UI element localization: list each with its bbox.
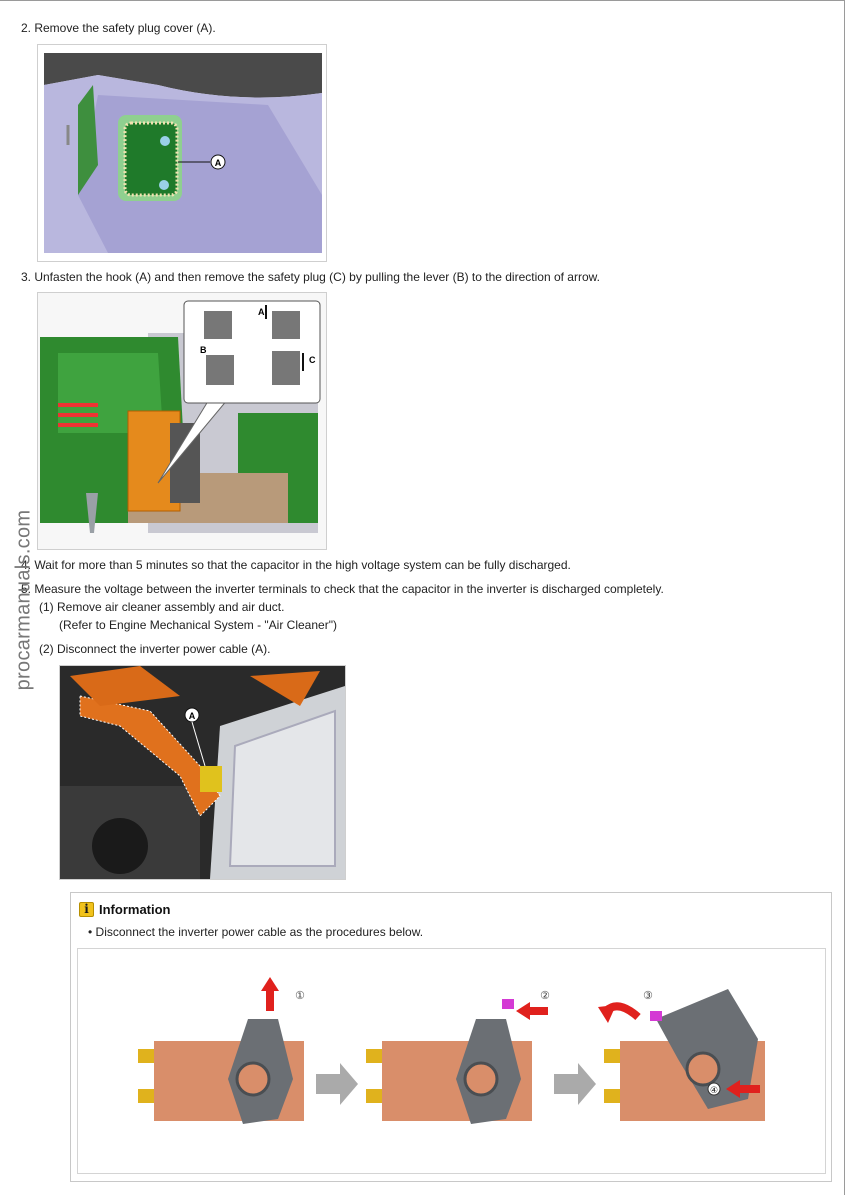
watermark: procarmanuals.com xyxy=(12,509,35,691)
figure-safety-plug-removal xyxy=(37,292,327,550)
information-header xyxy=(79,902,171,917)
information-title: Information xyxy=(99,902,171,917)
step-marker-4: ④ xyxy=(709,1086,719,1096)
step-marker-1: ① xyxy=(295,989,305,1002)
fig3-label-a: A xyxy=(188,711,196,721)
arrow-right-icon xyxy=(316,1063,358,1105)
procedure-stage-3 xyxy=(598,989,765,1121)
information-box xyxy=(70,892,832,1182)
information-bullet: • Disconnect the inverter power cable as the procedures below. xyxy=(88,925,424,939)
step-5-text: 5. Measure the voltage between the inverter terminals to check that the capacitor in the inverter is discharged completely. xyxy=(21,582,664,596)
step-marker-3: ③ xyxy=(643,989,653,1002)
step-3-text: 3. Unfasten the hook (A) and then remove the safety plug (C) by pulling the lever (B) to the direction of arrow. xyxy=(21,270,600,284)
figure-safety-plug-cover xyxy=(37,44,327,262)
fig2-label-a: A xyxy=(258,307,265,317)
procedure-stage-1 xyxy=(138,977,305,1124)
figure-disconnect-procedure xyxy=(77,948,826,1174)
fig1-label-a: A xyxy=(214,158,222,168)
fig2-label-c: C xyxy=(309,355,316,365)
step-marker-2: ② xyxy=(540,989,550,1002)
step-5-2-text: (2) Disconnect the inverter power cable (A). xyxy=(39,642,271,656)
fig2-label-b: B xyxy=(200,345,207,355)
step-5-1-text: (1) Remove air cleaner assembly and air duct. xyxy=(39,600,285,614)
step-5-1-reference: (Refer to Engine Mechanical System - "Air Cleaner") xyxy=(59,618,337,632)
step-4-text: 4. Wait for more than 5 minutes so that the capacitor in the high voltage system can be fully discharged. xyxy=(21,558,571,572)
step-2-text: 2. Remove the safety plug cover (A). xyxy=(21,21,216,35)
info-icon: i xyxy=(79,902,94,917)
arrow-right-icon xyxy=(554,1063,596,1105)
figure-inverter-power-cable xyxy=(59,665,346,880)
procedure-stage-2 xyxy=(366,989,550,1124)
